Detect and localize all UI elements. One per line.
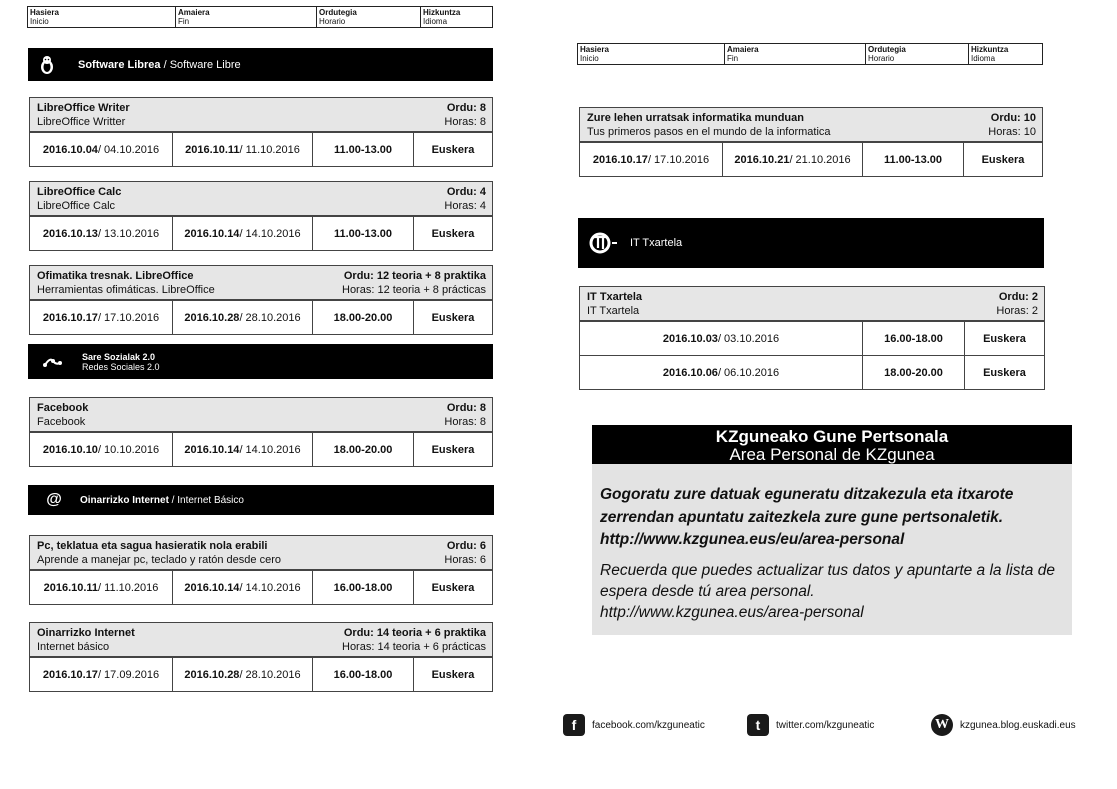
course-hours-es: Horas: 12 teoria + 8 prácticas [342,284,486,296]
end-date-eu: 2016.10.14 [184,443,240,456]
legend-lang-eu: Hizkuntza [423,8,461,17]
social-twitter[interactable] [747,714,874,736]
section-title-eu: Sare Sozialak 2.0 [82,351,156,362]
course-hours-eu: Ordu: 14 teoria + 6 praktika [343,627,486,639]
language: Euskera [963,143,1042,176]
start-date-eu: 2016.10.10 [42,443,98,456]
course-facebook [29,397,493,467]
language: Euskera [413,433,492,466]
course-calc [29,181,493,251]
legend-time-eu: Ordutegia [319,8,357,17]
legend-end-es: Fin [727,54,739,63]
legend-end-es: Fin [178,17,190,26]
language: Euskera [964,356,1044,389]
course-title-eu: IT Txartela [587,291,643,303]
end-date-es: / 21.10.2016 [789,153,851,166]
start-date-eu: 2016.10.17 [592,153,648,166]
start-date-es: / 04.10.2016 [97,143,160,156]
course-hours-eu: Ordu: 8 [446,402,486,414]
schedule: 18.00-20.00 [312,301,413,334]
twitter-icon: t [747,714,769,736]
end-date-es: / 11.10.2016 [239,143,300,156]
end-date-eu: 2016.10.21 [734,153,790,166]
end-date-es: / 14.10.2016 [239,443,301,456]
language: Euskera [413,301,492,334]
course-title-es: Internet básico [37,641,110,653]
section-software-libre [28,48,493,81]
end-date-es: / 14.10.2016 [239,581,301,594]
schedule: 18.00-20.00 [312,433,413,466]
start-date-es: / 10.10.2016 [97,443,160,456]
course-pc [29,535,493,605]
legend-start-es: Inicio [580,54,599,63]
start-date-eu: 2016.10.17 [42,311,98,324]
course-hours-eu: Ordu: 4 [446,186,486,198]
schedule: 11.00-13.00 [312,217,413,250]
section-title-es: Software Libre [169,58,241,71]
start-date-es: / 11.10.2016 [98,581,159,594]
kzgunea-text-eu: Gogoratu zure datuak eguneratu ditzakezula eta itxarote zerrendan apuntatu zaitezkela zure gune pertsonaletik. [600,486,1014,526]
course-hours-eu: Ordu: 6 [446,540,486,552]
course-title-es: Tus primeros pasos en el mundo de la informatica [587,126,831,138]
legend-time-es: Horario [319,17,346,26]
end-date-eu: 2016.10.28 [184,311,240,324]
end-date-eu: 2016.10.14 [184,227,240,240]
legend-lang-es: Idioma [971,54,996,63]
social-blog[interactable] [931,714,1076,736]
course-writer [29,97,493,167]
course-title-es: LibreOffice Calc [37,200,116,212]
kzgunea-personal-area [592,425,1072,635]
course-hours-es: Horas: 2 [996,305,1038,317]
section-title-sep: / [160,58,170,71]
course-hours-es: Horas: 4 [444,200,486,212]
course-it-txartela [579,286,1045,390]
course-hours-es: Horas: 6 [444,554,486,566]
course-internet [29,622,493,692]
course-hours-eu: Ordu: 12 teoria + 8 praktika [343,270,486,282]
twitter-link[interactable]: twitter.com/kzguneatic [776,719,875,731]
blog-link[interactable]: kzgunea.blog.euskadi.eus [960,719,1076,731]
schedule: 18.00-20.00 [862,356,964,389]
start-date-es: / 17.10.2016 [97,311,160,324]
session-date-eu: 2016.10.03 [662,332,718,345]
penguin-icon [28,55,66,75]
end-date-es: / 28.10.2016 [239,668,301,681]
session-date-es: / 03.10.2016 [717,332,780,345]
course-hours-eu: Ordu: 10 [990,112,1036,124]
start-date-eu: 2016.10.13 [42,227,98,240]
end-date-eu: 2016.10.28 [184,668,240,681]
start-date-eu: 2016.10.11 [43,581,99,594]
course-ofimatika [29,265,493,335]
end-date-es: / 28.10.2016 [239,311,301,324]
language: Euskera [964,322,1044,355]
course-title-eu: LibreOffice Calc [37,186,122,198]
schedule: 16.00-18.00 [862,322,964,355]
legend-table-right [577,43,1043,65]
section-title: IT Txartela [630,237,683,249]
section-sare-sozialak [28,344,493,379]
course-hours-eu: Ordu: 2 [998,291,1038,303]
course-title-es: Aprende a manejar pc, teclado y ratón desde cero [37,554,281,566]
kzgunea-text-es: Recuerda que puedes actualizar tus datos y apuntarte a la lista de espera desde tú area personal. [600,561,1055,600]
course-title-eu: Zure lehen urratsak informatika munduan [587,112,804,124]
legend-lang-eu: Hizkuntza [971,45,1009,54]
session-date-eu: 2016.10.06 [662,366,718,379]
course-title-eu: LibreOffice Writer [37,102,130,114]
social-facebook[interactable] [563,714,705,736]
start-date-eu: 2016.10.17 [42,668,98,681]
course-hours-eu: Ordu: 8 [446,102,486,114]
end-date-eu: 2016.10.11 [185,143,240,156]
course-title-es: IT Txartela [587,305,640,317]
course-title-es: Herramientas ofimáticas. LibreOffice [37,284,215,296]
section-title-sep: / [168,494,178,506]
at-sign-icon: @ [46,491,62,508]
schedule: 16.00-18.00 [312,571,413,604]
kzgunea-title [592,425,1072,464]
legend-end-eu: Amaiera [178,8,210,17]
kzgunea-title-es: Area Personal de KZgunea [729,445,935,464]
course-title-eu: Oinarrizko Internet [37,627,135,639]
kzgunea-url-es[interactable]: http://www.kzgunea.eus/area-personal [600,603,864,621]
kzgunea-url-eu[interactable]: http://www.kzgunea.eus/eu/area-personal [600,531,905,548]
kzgunea-title-eu: KZguneako Gune Pertsonala [715,427,949,446]
language: Euskera [413,217,492,250]
section-title-eu: Software Librea [78,58,161,71]
start-date-eu: 2016.10.04 [42,143,98,156]
end-date-eu: 2016.10.14 [184,581,240,594]
course-hours-es: Horas: 10 [988,126,1036,138]
legend-table-left [27,6,493,28]
course-hours-es: Horas: 14 teoria + 6 prácticas [342,641,486,653]
start-date-es: / 17.10.2016 [647,153,710,166]
legend-start-eu: Hasiera [30,8,59,17]
schedule: 11.00-13.00 [862,143,963,176]
legend-time-eu: Ordutegia [868,45,906,54]
schedule: 11.00-13.00 [312,133,413,166]
schedule: 16.00-18.00 [312,658,413,691]
section-title-es: Redes Sociales 2.0 [82,361,160,372]
facebook-link[interactable]: facebook.com/kzguneatic [592,719,705,731]
course-title-eu: Facebook [37,402,89,414]
session-date-es: / 06.10.2016 [717,366,780,379]
start-date-es: / 13.10.2016 [97,227,160,240]
start-date-es: / 17.09.2016 [97,668,160,681]
wordpress-icon: W [931,714,953,736]
end-date-es: / 14.10.2016 [239,227,301,240]
legend-start-es: Inicio [30,17,49,26]
course-title-eu: Ofimatika tresnak. LibreOffice [37,270,194,282]
facebook-icon: f [563,714,585,736]
legend-end-eu: Amaiera [727,45,759,54]
language: Euskera [413,658,492,691]
course-hours-es: Horas: 8 [444,116,486,128]
course-title-es: LibreOffice Writter [37,116,126,128]
section-title-eu: Oinarrizko Internet [80,494,169,506]
it-txartela-logo-icon [578,231,628,255]
course-title-es: Facebook [37,416,86,428]
course-title-eu: Pc, teklatua eta sagua hasieratik nola erabili [37,540,268,552]
course-hours-es: Horas: 8 [444,416,486,428]
course-urratsak [579,107,1043,177]
section-oinarrizko-internet [28,485,494,515]
section-it-txartela [578,218,1044,268]
language: Euskera [413,571,492,604]
network-icon [28,356,76,368]
legend-time-es: Horario [868,54,895,63]
legend-start-eu: Hasiera [580,45,609,54]
legend-lang-es: Idioma [423,17,448,26]
section-title-es: Internet Básico [177,494,244,506]
language: Euskera [413,133,492,166]
